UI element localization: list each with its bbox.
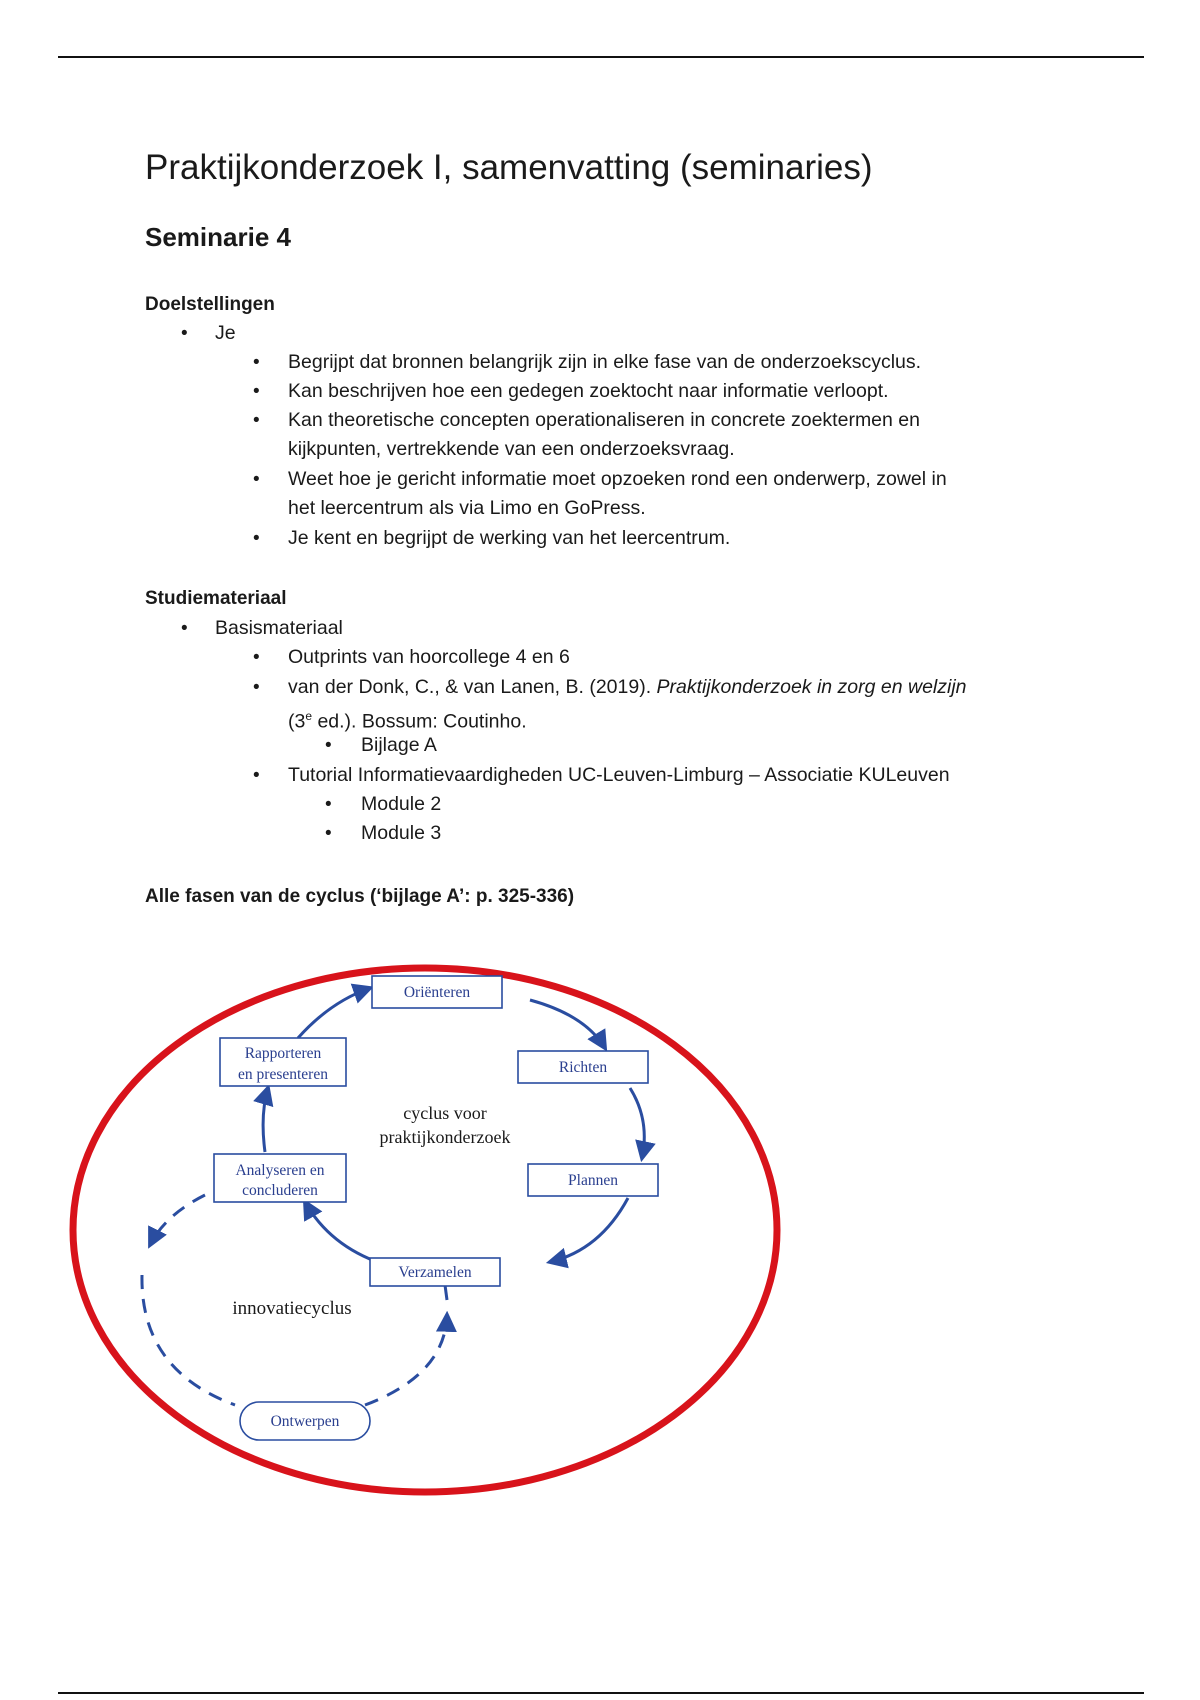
label-plannen: Plannen	[568, 1172, 618, 1189]
doel-item-2: Kan beschrijven hoe een gedegen zoektocht naar informatie verloopt.	[288, 380, 889, 402]
section-title: Seminarie 4	[145, 222, 291, 252]
studie-outprints: Outprints van hoorcollege 4 en 6	[288, 646, 570, 668]
bullet-icon: •	[253, 677, 260, 698]
highlight-ellipse	[73, 968, 777, 1492]
arrow-richten-plannen	[630, 1088, 644, 1158]
bullet-icon: •	[253, 381, 260, 402]
bullet-icon: •	[253, 352, 260, 373]
label-rapporteren-2: en presenteren	[238, 1066, 328, 1083]
book-edition-post: ed.). Bossum: Coutinho.	[312, 710, 527, 733]
studie-book-reference	[288, 673, 967, 702]
doel-item-5: Je kent en begrijpt de werking van het leercentrum.	[288, 527, 731, 549]
arrow-innovatie-ontwerpen	[142, 1275, 235, 1405]
arrow-orienteren-richten	[530, 1000, 605, 1048]
doel-item-4-cont: het leercentrum als via Limo en GoPress.	[288, 497, 646, 519]
footer-rule	[58, 1692, 1144, 1694]
book-authors: van der Donk, C., & van Lanen, B. (2019).	[288, 676, 657, 698]
doel-item-3-cont: kijkpunten, vertrekkende van een onderzoeksvraag.	[288, 438, 735, 460]
label-ontwerpen: Ontwerpen	[270, 1413, 340, 1430]
research-cycle-diagram	[60, 940, 790, 1500]
book-title: Praktijkonderzoek in zorg en welzijn	[656, 676, 967, 698]
header-rule	[58, 56, 1144, 58]
bullet-icon: •	[253, 647, 260, 668]
studie-bijlage: Bijlage A	[361, 734, 437, 756]
cyclus-heading: Alle fasen van de cyclus (‘bijlage A’: p. 325-336)	[145, 886, 575, 907]
arrow-plannen-verzamelen	[550, 1198, 628, 1262]
center-label-1: cyclus voor	[403, 1103, 487, 1123]
arrow-rapporteren-orienteren	[298, 988, 370, 1038]
doelstellingen-subject: Je	[215, 322, 236, 344]
studie-module-2: Module 2	[361, 793, 442, 815]
bullet-icon: •	[325, 735, 332, 756]
innovatie-label: innovatiecyclus	[232, 1298, 352, 1319]
arrow-analyseren-innovatie	[150, 1195, 205, 1245]
label-analyseren-1: Analyseren en	[235, 1162, 325, 1179]
label-verzamelen: Verzamelen	[398, 1264, 472, 1281]
studie-tutorial: Tutorial Informatievaardigheden UC-Leuven-Limburg – Associatie KULeuven	[288, 764, 950, 786]
bullet-icon: •	[253, 469, 260, 490]
bullet-icon: •	[181, 323, 188, 344]
bullet-icon: •	[181, 618, 188, 639]
bullet-icon: •	[253, 410, 260, 431]
studie-basis: Basismateriaal	[215, 617, 343, 639]
bullet-icon: •	[325, 794, 332, 815]
bullet-icon: •	[253, 765, 260, 786]
arrow-ontwerpen-verzamelen	[365, 1315, 447, 1405]
bullet-icon: •	[253, 528, 260, 549]
doel-item-4: Weet hoe je gericht informatie moet opzoeken rond een onderwerp, zowel in	[288, 468, 947, 490]
center-label-2: praktijkonderzoek	[379, 1127, 511, 1147]
doel-item-1: Begrijpt dat bronnen belangrijk zijn in elke fase van de onderzoekscyclus.	[288, 351, 922, 373]
document-title: Praktijkonderzoek I, samenvatting (seminaries)	[145, 148, 873, 187]
doel-item-3: Kan theoretische concepten operationaliseren in concrete zoektermen en	[288, 409, 920, 431]
label-orienteren: Oriënteren	[403, 984, 471, 1001]
arrow-verzamelen-tail	[445, 1285, 447, 1300]
label-rapporteren-1: Rapporteren	[244, 1045, 322, 1062]
book-edition-pre: (3	[288, 710, 306, 733]
label-analyseren-2: concluderen	[242, 1182, 318, 1199]
doelstellingen-heading: Doelstellingen	[145, 294, 275, 315]
arrow-analyseren-rapporteren	[263, 1088, 268, 1152]
book-edition-sup: e	[305, 709, 313, 723]
studiemateriaal-heading: Studiemateriaal	[145, 588, 287, 609]
label-richten: Richten	[558, 1059, 608, 1076]
bullet-icon: •	[325, 823, 332, 844]
studie-module-3: Module 3	[361, 822, 442, 844]
